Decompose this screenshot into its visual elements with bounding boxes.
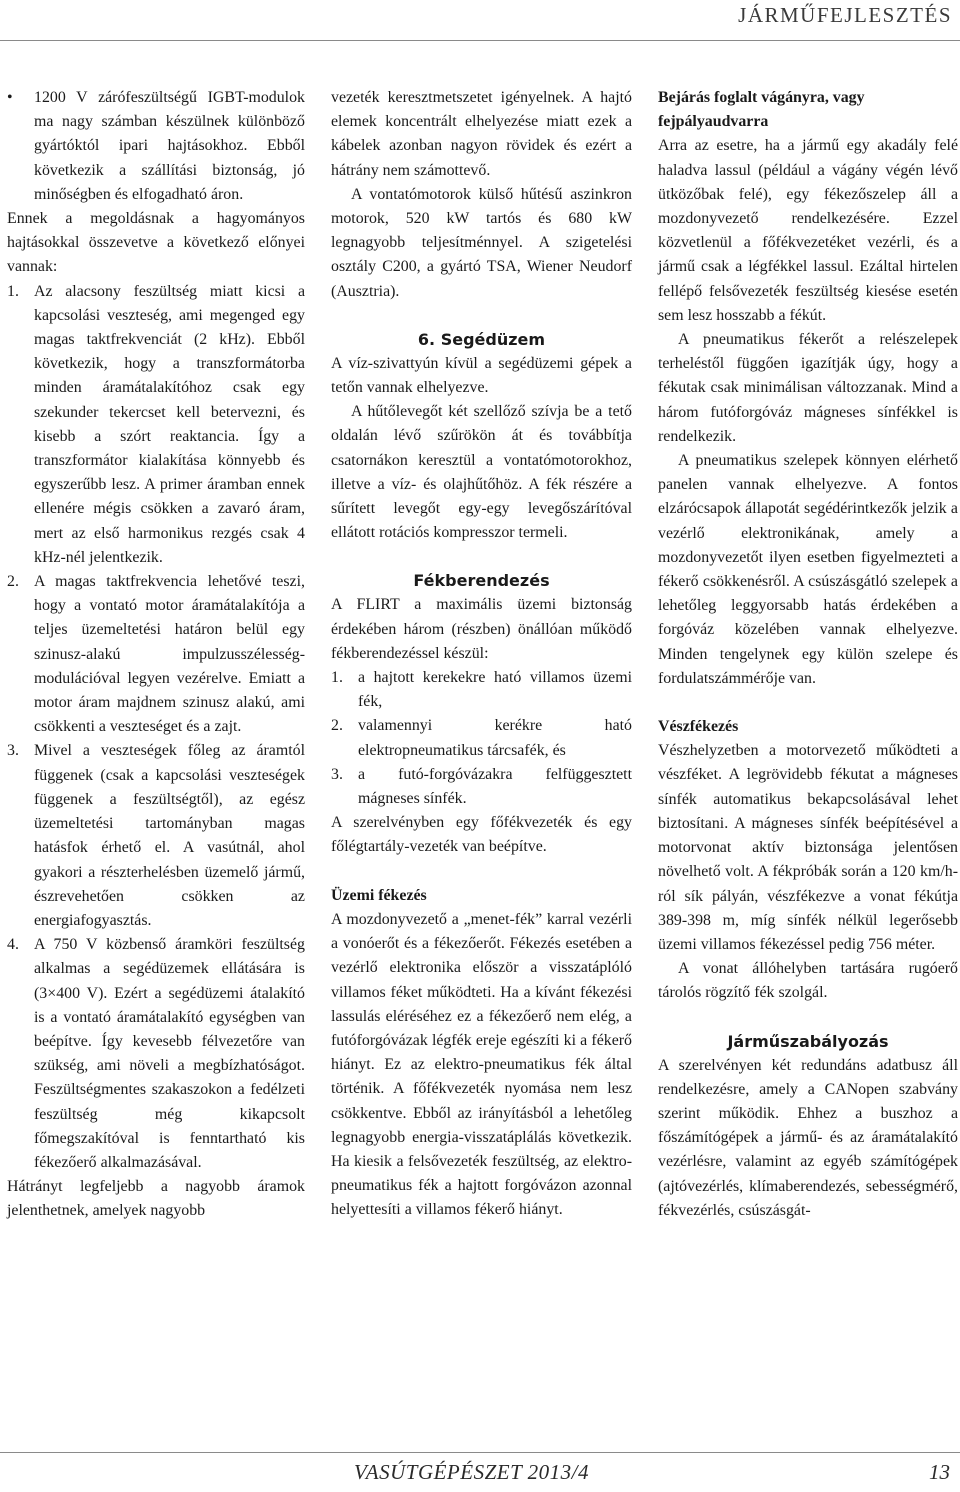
list-number: 3. [7, 742, 19, 760]
spacer [658, 691, 958, 715]
list-text: A 750 V közbenső áramköri feszültség alkalmas a segédüzemek ellátására is (3×400 V). Ezért a segédüzemi átalakító is a vontató áramátalakító egységben van beépítve. Így kevesebb félvezetőre van szükség, ami növeli a megbízhatóságot. Feszültségmentes szakaszokon a fedélzeti feszültség még kikapcsolt főmegszakítóval is fenntartható kis fékezőerő alkalmazásával. [34, 936, 305, 1171]
paragraph: A FLIRT a maximális üzemi biztonság érdekében három (részben) önállóan működő fékberendezéssel készül: [331, 596, 632, 662]
list-text: A magas taktfrekvencia lehetővé teszi, hogy a vontató motor áramátalakítója a teljes üzemeltetési határon belül egy szinusz-alakú impulzusszélesség-modulációval legyen vezérelve. Emiatt a motor áram majdnem szinusz alakú, ami csökkenti a veszteséget és a zajt. [34, 573, 305, 736]
magazine-issue: VASÚTGÉPÉSZET 2013/4 [354, 1460, 589, 1484]
list-text: a futó-forgóvázakra felfüggesztett mágneses sínfék. [358, 765, 632, 808]
page-header [0, 0, 960, 41]
list-number: 4. [7, 936, 19, 954]
spacer [658, 1006, 958, 1030]
spacer [331, 545, 632, 569]
list-number: 1. [331, 669, 343, 687]
heading-bejaras: Bejárás foglalt vágányra, vagy fejpályaudvarra [658, 89, 865, 131]
list-text: valamennyi kerékre ható elektropneumatikus tárcsafék, és [358, 717, 632, 759]
list-text: Az alacsony feszültség miatt kicsi a kapcsolási veszteség, ami megenged egy magas taktfrekvenciát (2 kHz). Ebből következik, hogy a transzformátorba minden áramátalakítóhoz csak egy szekunder tekercset kell betervezni, és kisebb a szórt reaktancia. Így a transzformátor kialakítása könnyebb és egyszerűbb lesz. A primer áramban ennek ellenére mégis csökken a zavaró áram, mert az első harmonikus rezgés csak 4 kHz-nél jelentkezik. [34, 282, 305, 566]
heading-segeduzem: 6. Segédüzem [417, 329, 546, 349]
heading-fekberendezes: Fékberendezés [413, 571, 550, 591]
advantage-item-1 [7, 280, 305, 570]
list-number: 1. [7, 282, 19, 300]
paragraph: A víz-szivattyún kívül a segédüzemi gépek a tetőn vannak elhelyezve. [331, 354, 632, 397]
column-1 [7, 86, 305, 1224]
paragraph: Vészhelyzetben a motorvezető működteti a vészféket. A legrövidebb fékutat a mágneses sínfék automatikus bekapcsolásával lehet biztosítani. A mágneses sínfék beépítésével a motorvonat aktív biztonsága jelentősen növelhető volt. A fékpróbák során a 120 km/h-ról sík pályán, vészfékezve a vonat fékútja 389-398 m, míg sínfék nélkül legerősebb üzemi villamos fékezéssel pedig 756 méter. [658, 742, 958, 953]
paragraph: A szerelvényen két redundáns adatbusz áll rendelkezésre, amely a CANopen szabvány szerint működik. Ehhez a buszhoz a főszámítógépek a jármű- és az áramátalakító vezérlésre, valamint az egyéb számítógépek (ajtóvezérlés, klímaberendezés, sebességmérő, fékvezérlés, csúszásgát- [658, 1056, 958, 1219]
section-title: JÁRMŰFEJLESZTÉS [738, 3, 952, 27]
column-2 [331, 86, 632, 1223]
paragraph: A hűtőlevegőt két szellőző szívja be a tető oldalán lévő szűrökön át és továbbítja csatornákon keresztül a vontatómotorokhoz, illetve a víz- és olajhűtőhöz. A fék részére a sűrített levegőt egy-egy levegőszárítóval ellátott rotációs kompresszor termeli. [331, 403, 632, 542]
list-number: 3. [331, 765, 343, 783]
bullet-text: 1200 V zárófeszültségű IGBT-modulok ma nagy számban készülnek különböző gyártóktól ipari hajtásokhoz. Ebből következik a szállítási biztonság, jó minőségben és elfogadható áron. [34, 89, 305, 203]
paragraph: A szerelvényben egy főfékvezeték és egy főlégtartály-vezeték van beépítve. [331, 814, 632, 856]
page-footer [0, 1452, 960, 1492]
heading-veszfekezes: Vészfékezés [658, 718, 739, 736]
paragraph: A mozdonyvezető a „menet-fék” karral vezérli a vonóerőt és a fékezőerőt. Fékezés esetében a vezérlő elektronika először a visszatáplóló villamos féket működteti. Ha a kívánt fékezési lassulás eléréséhez ez a fékezőerő nem elég, a futóforgóvázak légfék ereje egészíti ki a fékerő hiányt. Ez az elektro-pneumatikus fék által történik. A főfékvezeték nyomása nem lesz csökkentve. Ebből az irányításból a lehetőleg legnagyobb energia-visszatáplálás következik. Ha kiesik a felsővezeték feszültség, az elektro-pneumatikus fék a hajtott forgóvázon azonnal helyettesíti a villamos fékerő hiányt. [331, 910, 632, 1219]
paragraph: A pneumatikus szelepek könnyen elérhető panelen vannak elhelyezve. A fontos elzárócsapok állapotát segédérintkezők jelzik a vezérlő elektronikának, amely a mozdonyvezetőt ilyen esetben figyelmezteti a fékerő csökkenésről. A csúszásgátló szelepek a lehetőleg leggyorsabb hatás érdekében a forgóváz közelében vannak elhelyezve. Minden tengelynek egy külön szelepe és fordulatszámmérője van. [658, 452, 958, 687]
heading-jarmuszabalyozas: Járműszabályozás [727, 1031, 889, 1051]
advantage-item-4 [7, 933, 305, 1175]
bullet-icon: • [7, 89, 13, 106]
list-text: a hajtott kerekekre ható villamos üzemi fék, [358, 669, 632, 711]
brake-item-3 [331, 763, 632, 811]
advantage-item-3 [7, 739, 305, 933]
spacer [331, 860, 632, 884]
advantage-item-2 [7, 570, 305, 739]
disadvantage-paragraph: Hátrányt legfeljebb a nagyobb áramok jelenthetnek, amelyek nagyobb [7, 1178, 305, 1220]
heading-uzemi-fekezes: Üzemi fékezés [331, 886, 427, 904]
list-number: 2. [7, 573, 19, 591]
brake-item-1 [331, 666, 632, 714]
paragraph: A vonat állóhelyben tartására rugóerő tárolós rögzítő fék szolgál. [658, 960, 958, 1002]
list-number: 2. [331, 717, 343, 735]
brake-item-2 [331, 714, 632, 762]
paragraph: vezeték keresztmetszetet igényelnek. A hajtó elemek koncentrált elhelyezése miatt ezek a kábelek azonban nagyon rövidek és ezért a hátrány nem számottevő. [331, 89, 632, 179]
spacer [331, 304, 632, 328]
column-3 [658, 86, 958, 1223]
paragraph: A vontatómotorok külső hűtésű aszinkron motorok, 520 kW tartós és 680 kW legnagyobb teljesítménnyel. A szigetelési osztály C200, a gyártó TSA, Wiener Neudorf (Ausztria). [331, 185, 632, 300]
list-text: Mivel a veszteségek főleg az áramtól függenek (csak a kapcsolási veszteségek függenek a feszültségtől), az egész üzemeltetési tartományban magas hatásfok érhető el. A vasútnál, ahol gyakori a részterhelésben üzemelő jármű, észrevehetően csökken az energiafogyasztás. [34, 742, 305, 929]
paragraph: Arra az esetre, ha a jármű egy akadály felé haladva lassul (például a vágány végén lévő ütközőbak felé), egy fékezőszelep áll a mozdonyvezető rendelkezésére. Ezzel közvetlenül a főfékvezetéket vezérli, és a jármű csak a légfékkel lassul. Ezáltal hirtelen fellépő felsővezeték feszültség kiesése esetén sem lesz hosszabb a fékút. [658, 137, 958, 324]
bullet-item [7, 86, 305, 207]
page-number: 13 [929, 1460, 950, 1484]
advantages-intro: Ennek a megoldásnak a hagyományos hajtásokkal összevetve a következő előnyei vannak: [7, 210, 305, 276]
paragraph: A pneumatikus fékerőt a relészelepek terheléstől függően igazítják úgy, hogy a fékutak csak minimálisan változzanak. Mind a három futóforgóváz mágneses sínfékkel is rendelkezik. [658, 331, 958, 445]
